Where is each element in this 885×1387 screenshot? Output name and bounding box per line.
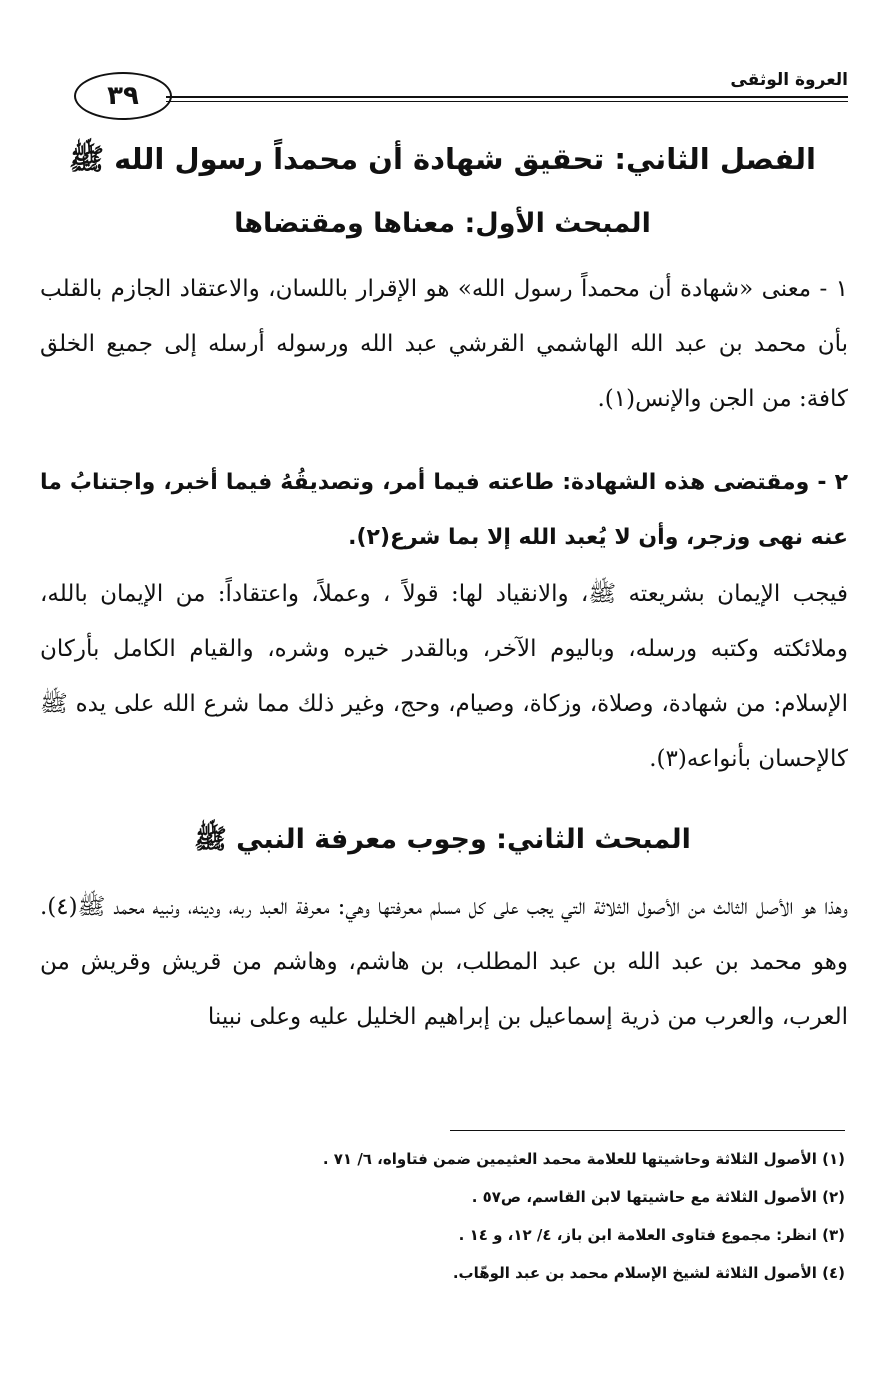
paragraph: وهذا هو الأصل الثالث من الأصول الثلاثة التي يجب على كل مسلم معرفتها وهي: معرفة العبد ربه، ودينه، ونبيه محمد ﷺ(٤). وهو محمد بن عبد الله بن عبد المطلب، بن هاشم، وهاشم من قريش وقريش من العرب، والعرب من ذرية إسماعيل بن إبراهيم الخليل عليه وعلى نبينا: [40, 894, 848, 1030]
paragraph: فيجب الإيمان بشريعته ﷺ، والانقياد لها: قولاً ، وعملاً، واعتقاداً: من الإيمان بالله، وملائكته وكتبه ورسله، وباليوم الآخر، وبالقدر خيره وشره، والقيام الكامل بأركان الإسلام: من شهادة، وصلاة، وزكاة، وصيام، وحج، وغير ذلك مما شرع الله على يده ﷺ كالإحسان بأنواعه(٣).: [40, 581, 848, 772]
page-number: ٣٩: [74, 72, 172, 120]
page-header: [66, 62, 848, 128]
section-title: المبحث الأول: معناها ومقتضاها: [234, 208, 651, 239]
header-rule-thin: [166, 101, 848, 102]
footnote: (١) الأصول الثلاثة وحاشيتها للعلامة محمد العثيمين ضمن فتاواه، ٦/ ٧١ .: [322, 1150, 845, 1168]
paragraph: ١ - معنى «شهادة أن محمداً رسول الله» هو الإقرار باللسان، والاعتقاد الجازم بالقلب بأن محمد بن عبد الله الهاشمي القرشي عبد الله ورسوله أرسله إلى جميع الخلق كافة: من الجن والإنس(١).: [40, 276, 848, 412]
footnotes: [45, 1140, 845, 1292]
footnote-divider: [450, 1130, 845, 1131]
footnote: (٤) الأصول الثلاثة لشيخ الإسلام محمد بن عبد الوهّاب.: [452, 1264, 845, 1282]
section-title: المبحث الثاني: وجوب معرفة النبي ﷺ: [194, 824, 691, 855]
book-title: العروة الوثقى: [730, 70, 848, 90]
footnote: (٢) الأصول الثلاثة مع حاشيتها لابن القاسم، ص٥٧ .: [471, 1188, 845, 1206]
footnote: (٣) انظر: مجموع فتاوى العلامة ابن باز، ٤/ ١٢، و ١٤ .: [458, 1226, 845, 1244]
header-rule: [166, 96, 848, 98]
chapter-title: الفصل الثاني: تحقيق شهادة أن محمداً رسول الله ﷺ: [68, 142, 817, 176]
paragraph: ٢ - ومقتضى هذه الشهادة: طاعته فيما أمر، وتصديقُهُ فيما أخبر، واجتنابُ ما عنه نهى وزجر، وأن لا يُعبد الله إلا بما شرع(٢).: [40, 470, 848, 550]
